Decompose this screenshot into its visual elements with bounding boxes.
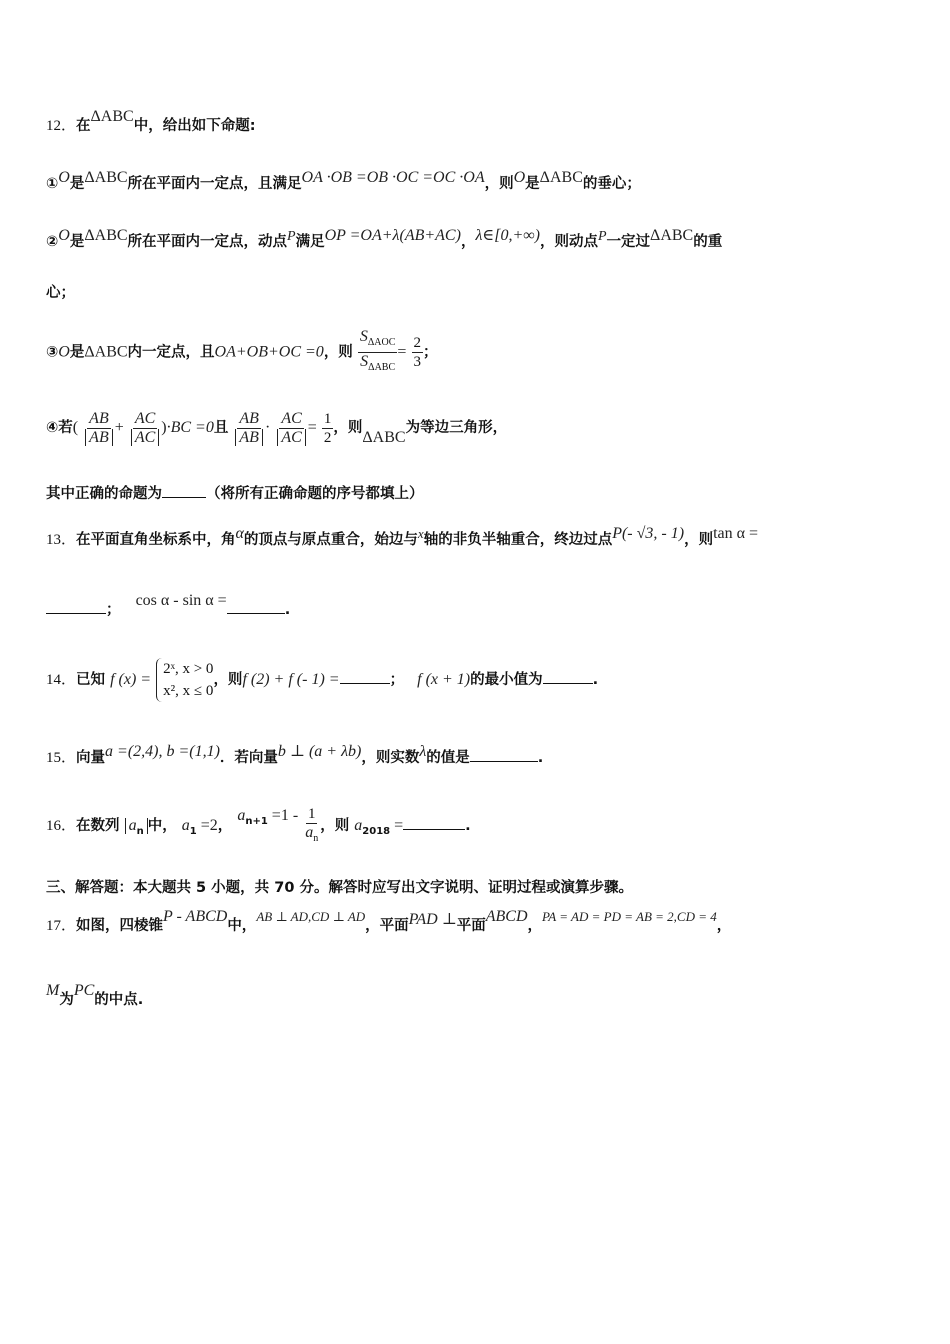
q12-title-line: 12．在ΔABC中，给出如下命题: [46,108,256,134]
q13-cos-blank[interactable] [227,601,285,614]
q15-number: 15． [46,750,77,766]
q12-proposition-2: ②O是ΔABC所在平面内一定点，动点P满足OP =OA+λ(AB+AC)，λ∈[0,+∞)，则动点P一定过ΔABC的重 [46,227,723,250]
reciprocal-fraction: $\frac{1}{a_n}$ [305,805,319,844]
piecewise-brace: 2ˣ, x > 0 x², x ≤ 0 [156,658,213,702]
q12-number: 12． [46,118,77,134]
q16-answer-blank[interactable] [403,817,465,830]
q12-proposition-1: ①O是ΔABC所在平面内一定点，且满足OA ·OB =OB ·OC =OC ·OA，则O是ΔABC的垂心； [46,169,641,192]
q12-answer-blank[interactable] [162,485,206,498]
q16-line: 16．在数列 $a_n$ 中， $a_1 =2$， $a_{n+1} =1$ - $\frac{1}{a_n}$ ，则 $a_{2018}$ = . [46,800,471,858]
q12-ask-line: 其中正确的命题为 （将所有正确命题的序号都填上） [46,486,424,502]
ac-unit-fraction-2: $\frac{AC}{AC}$ [275,410,307,447]
q13-tan-blank[interactable] [46,601,106,614]
q17-line-2: M为PC的中点. [46,982,144,1008]
q15-answer-blank[interactable] [470,749,538,762]
q14-line: 14．已知 f (x) = 2ˣ, x > 0 x², x ≤ 0 ，则f (2) + f (- 1) = ； f (x + 1)的最小值为 . [46,652,598,708]
q12-proposition-2-cont: 心； [46,285,75,301]
q15-line: 15．向量a =(2,4), b =(1,1)．若向量b ⊥ (a + λb)，则实数λ的值是 . [46,743,544,766]
two-thirds-fraction: $\frac{2}{3}$ [413,335,422,370]
q12-proposition-4: ④若( $\frac{AB}{AB}$ + $\frac{AC}{AC}$ )·BC =0且 $\frac{AB}{AB}$ · $\frac{AC}{AC}$ = $\frac{1}{2}$ ，则ΔABC为等边三角形， [46,409,508,446]
ac-unit-fraction: $\frac{AC}{AC}$ [129,410,161,447]
q12-proposition-3: ③O是ΔABC内一定点，且OA+OB+OC =0，则 $\frac{S_{\Delta AOC}}{S_{\Delta ABC}}$ = $\frac{2}{3}$ ； [46,328,438,377]
area-ratio-fraction: $\frac{S_{\Delta AOC}}{S_{\Delta ABC}}$ [359,328,396,373]
q13-line-2: ； cos α - sin α =. [46,600,290,620]
q13-number: 13． [46,532,77,548]
q14-min-blank[interactable] [543,671,593,684]
half-fraction: $\frac{1}{2}$ [323,410,332,446]
q14-value-blank[interactable] [340,671,390,684]
q17-number: 17． [46,918,77,934]
q13-line-1: 13．在平面直角坐标系中，角α的顶点与原点重合，始边与x轴的非负半轴重合，终边过点P(- √3, - 1)，则tan α = [46,525,759,548]
q16-number: 16． [46,818,77,834]
q17-line-1: 17．如图，四棱锥P - ABCD中，AB ⊥ AD,CD ⊥ AD，平面PAD ⊥平面ABCD，PA = AD = PD = AB = 2,CD = 4， [46,908,732,934]
q14-number: 14． [46,672,77,688]
ab-unit-fraction-2: $\frac{AB}{AB}$ [233,410,265,447]
section3-heading: 三、解答题：本大题共 5 小题，共 70 分。解答时应写出文字说明、证明过程或演算步骤。 [46,880,633,896]
ab-unit-fraction: $\frac{AB}{AB}$ [83,410,115,447]
